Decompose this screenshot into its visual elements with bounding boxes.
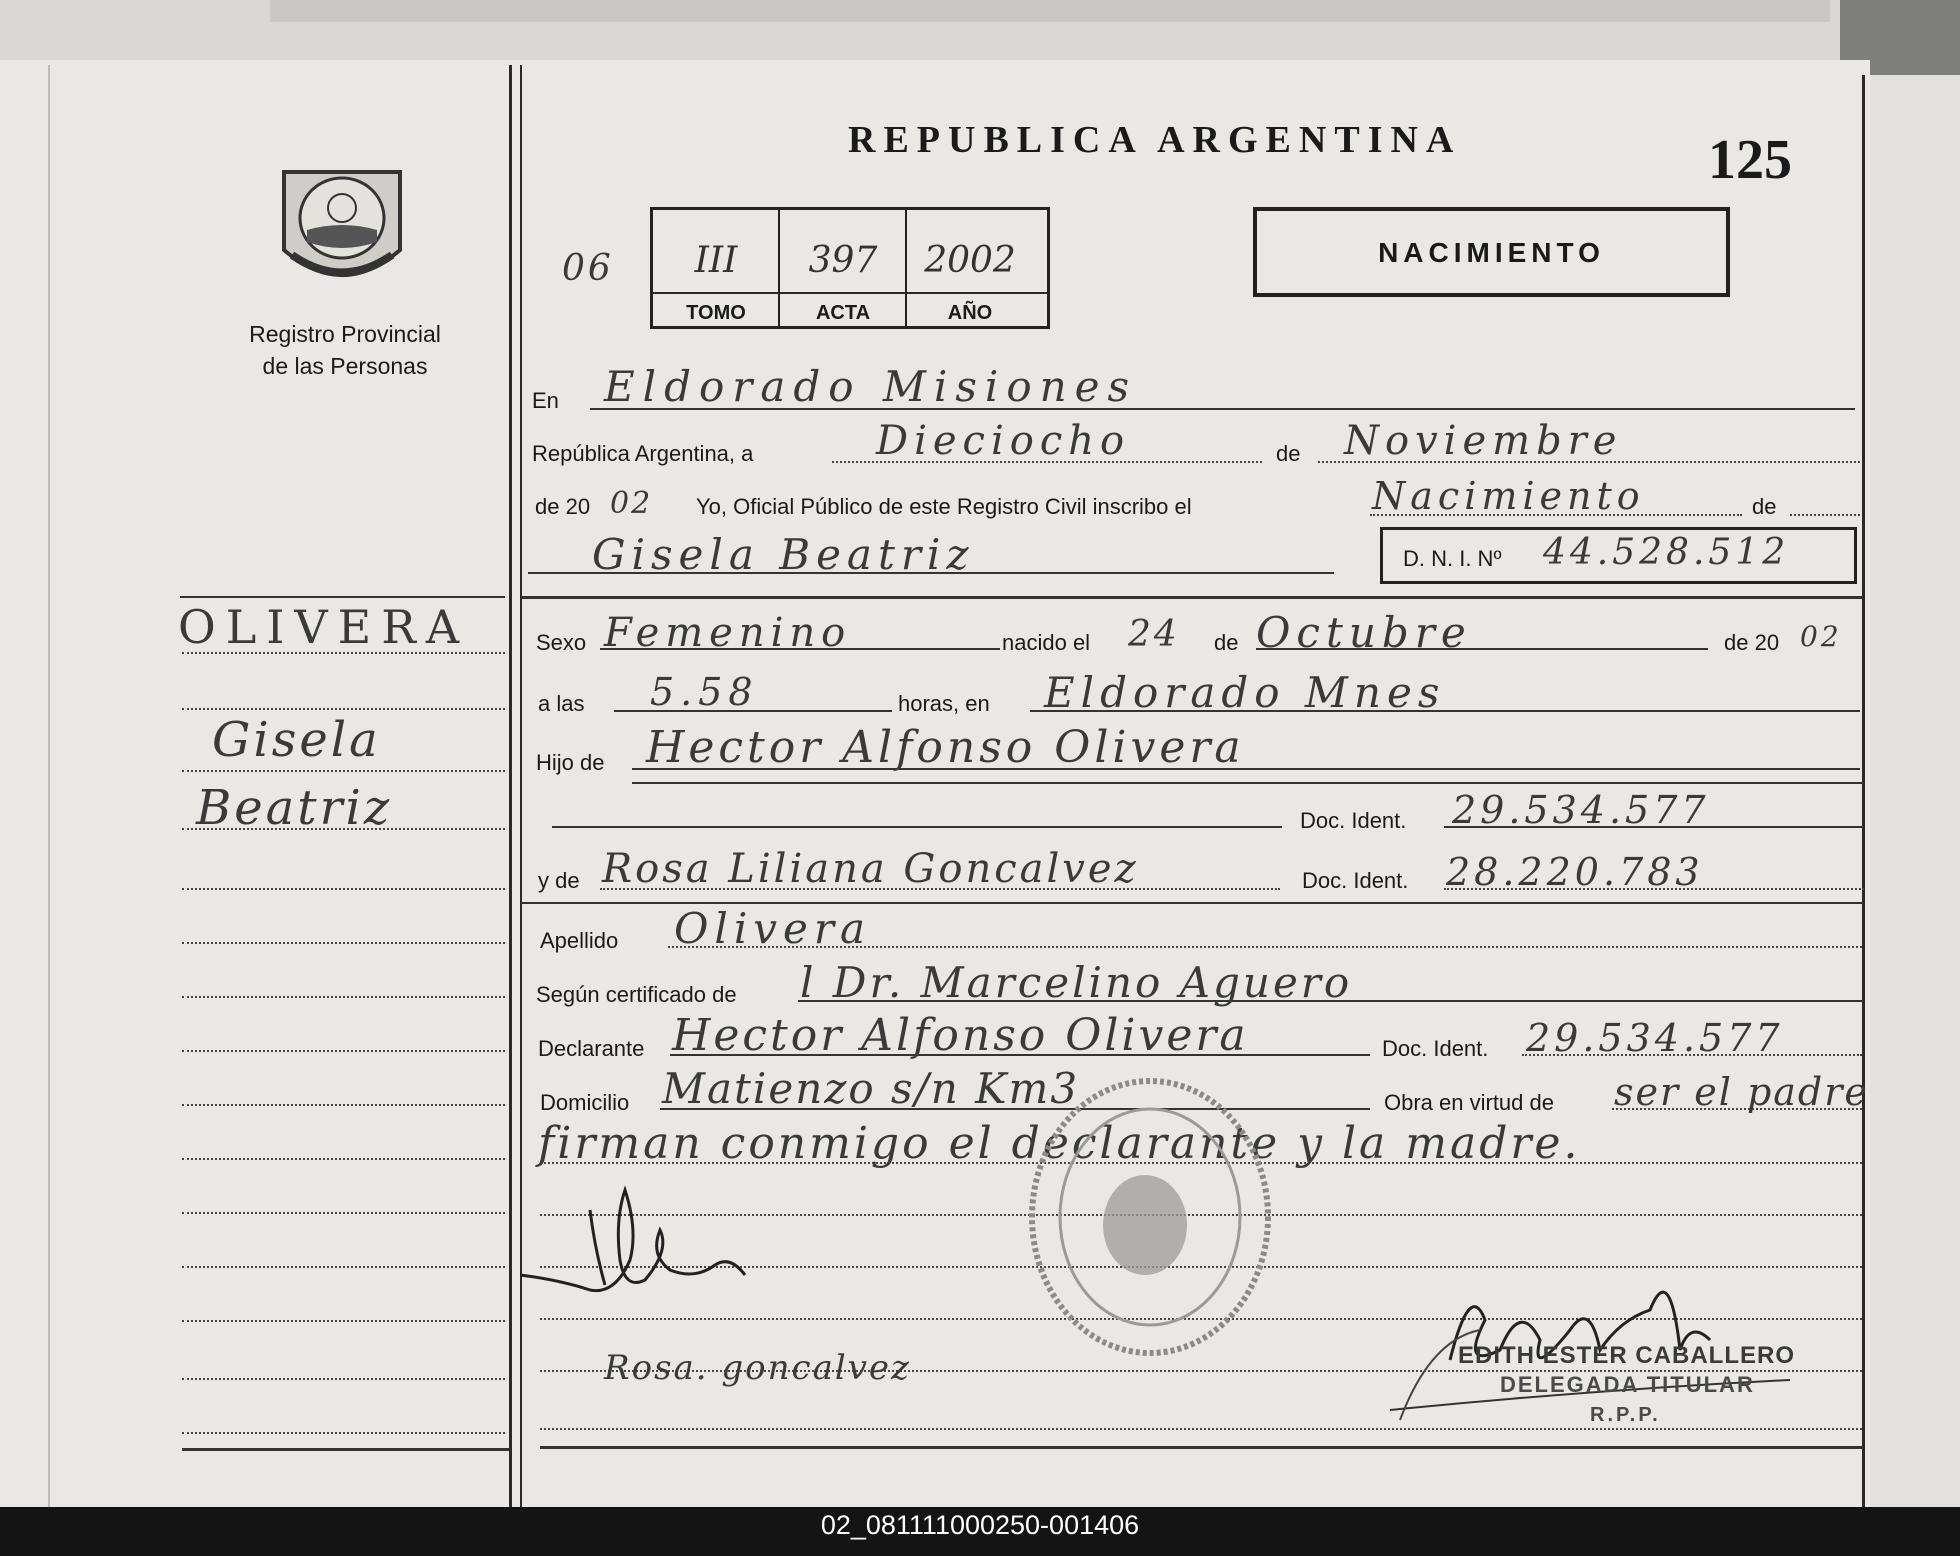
birth-year-prefix: de 20	[1724, 630, 1780, 655]
margin-surname: OLIVERA	[178, 600, 470, 654]
registration-box	[650, 207, 1050, 329]
dni-box	[1380, 527, 1857, 584]
mother-signature: Rosa. goncalvez	[604, 1348, 911, 1388]
official-stamp-line2: DELEGADA TITULAR	[1500, 1372, 1755, 1397]
father-extra-line	[552, 826, 1282, 828]
margin-line	[182, 1320, 505, 1322]
y-de-label: y de	[538, 868, 580, 893]
apellido-label: Apellido	[540, 928, 619, 953]
father-doc-value: 29.534.577	[1452, 788, 1710, 832]
sexo-label: Sexo	[536, 630, 587, 655]
acta-value: 397	[808, 240, 878, 281]
month-value: Noviembre	[1344, 418, 1623, 464]
underlying-page-edge	[270, 0, 1830, 22]
father-value: Hector Alfonso Olivera	[646, 722, 1245, 773]
margin-line	[182, 652, 505, 654]
horas-label: horas, en	[898, 691, 990, 716]
margin-line	[182, 1104, 505, 1106]
page-right-border	[1862, 75, 1865, 1507]
margin-line	[182, 1266, 505, 1268]
mother-value: Rosa Liliana Goncalvez	[602, 846, 1139, 892]
sex-value: Femenino	[604, 610, 852, 656]
margin-line	[182, 1212, 505, 1214]
official-signature-icon	[1390, 1260, 1810, 1480]
margin-line	[182, 888, 505, 890]
a-las-label: a las	[538, 691, 585, 716]
day-value: Dieciocho	[876, 418, 1131, 464]
father-line-lower	[632, 782, 1864, 784]
margin-given-name-2: Beatriz	[196, 780, 393, 836]
of-label: de	[1752, 494, 1777, 519]
segun-label: Según certificado de	[536, 982, 737, 1007]
declarante-doc-value: 29.534.577	[1526, 1016, 1784, 1060]
anio-label: AÑO	[947, 302, 993, 324]
section-rule	[522, 596, 1862, 599]
obra-value: ser el padre	[1614, 1070, 1869, 1114]
country-title: REPUBLICA ARGENTINA	[848, 119, 1462, 161]
birth-month: Octubre	[1256, 608, 1472, 657]
doc-label-father: Doc. Ident.	[1300, 808, 1407, 833]
year-prefix: de 20	[535, 494, 591, 519]
child-name-value: Gisela Beatriz	[592, 530, 975, 579]
official-stamp-line1: EDITH ESTER CABALLERO	[1458, 1342, 1796, 1369]
birth-place: Eldorado Mnes	[1044, 668, 1446, 717]
page-right-margin	[1870, 75, 1960, 1507]
tomo-label: TOMO	[686, 302, 746, 324]
margin-mark: 06	[562, 248, 614, 289]
certifier-value: l Dr. Marcelino Aguero	[800, 958, 1353, 1007]
margin-line	[182, 942, 505, 944]
margin-line	[182, 828, 505, 830]
registry-name-line2: de las Personas	[262, 353, 428, 379]
record-type: NACIMIENTO	[1378, 237, 1605, 268]
margin-bottom-rule	[182, 1448, 509, 1451]
margin-line	[182, 996, 505, 998]
dni-value: 44.528.512	[1543, 532, 1790, 573]
page-number: 125	[1708, 129, 1792, 191]
note-value: firman conmigo el declarante y la madre.	[538, 1118, 1581, 1169]
doc-label-declarante: Doc. Ident.	[1382, 1036, 1489, 1061]
declarante-value: Hector Alfonso Olivera	[672, 1010, 1249, 1061]
binding-fold	[48, 65, 50, 1507]
en-label: En	[532, 388, 559, 413]
birth-day: 24	[1128, 614, 1180, 655]
margin-rule	[180, 596, 505, 598]
obra-label: Obra en virtud de	[1384, 1090, 1554, 1115]
dni-label: D. N. I. Nº	[1403, 546, 1502, 571]
birth-year: 02	[1800, 620, 1842, 653]
registry-name-line1: Registro Provincial	[249, 321, 441, 347]
margin-line	[182, 708, 505, 710]
margin-divider	[509, 65, 512, 1507]
anio-value: 2002	[924, 240, 1016, 281]
hijo-label: Hijo de	[536, 750, 605, 775]
apellido-value: Olivera	[674, 904, 871, 953]
registry-stamp-icon	[1025, 1075, 1275, 1360]
nacido-label: nacido el	[1002, 630, 1091, 655]
margin-line	[182, 1378, 505, 1380]
margin-given-name-1: Gisela	[212, 712, 381, 768]
of-line	[1790, 514, 1860, 516]
margin-line	[182, 1050, 505, 1052]
de-label: de	[1276, 441, 1301, 466]
de-label-2: de	[1214, 630, 1239, 655]
margin-line	[182, 770, 505, 772]
provincial-seal-icon	[272, 150, 412, 288]
mother-doc-value: 28.220.783	[1446, 850, 1704, 894]
republica-label: República Argentina, a	[532, 441, 754, 466]
domicilio-value: Matienzo s/n Km3	[662, 1064, 1080, 1113]
declarante-label: Declarante	[538, 1036, 645, 1061]
record-type-box	[1253, 207, 1730, 297]
tomo-value: III	[694, 240, 738, 281]
domicilio-label: Domicilio	[540, 1090, 630, 1115]
acta-label: ACTA	[815, 302, 871, 324]
margin-line	[182, 1158, 505, 1160]
year-hand: 02	[610, 486, 653, 521]
official-stamp-line3: R.P.P.	[1590, 1404, 1661, 1426]
doc-label-mother: Doc. Ident.	[1302, 868, 1409, 893]
hour-value: 5.58	[650, 670, 759, 714]
margin-line	[182, 1432, 505, 1434]
act-type-value: Nacimiento	[1372, 474, 1645, 518]
officer-text: Yo, Oficial Público de este Registro Civil inscribo el	[696, 494, 1192, 519]
place-value: Eldorado Misiones	[604, 362, 1138, 411]
registry-name	[210, 318, 480, 382]
image-id-caption: 02_081111000250-001406	[820, 1510, 1140, 1540]
declarant-signature-icon	[520, 1170, 760, 1300]
label-rule	[653, 292, 1048, 294]
